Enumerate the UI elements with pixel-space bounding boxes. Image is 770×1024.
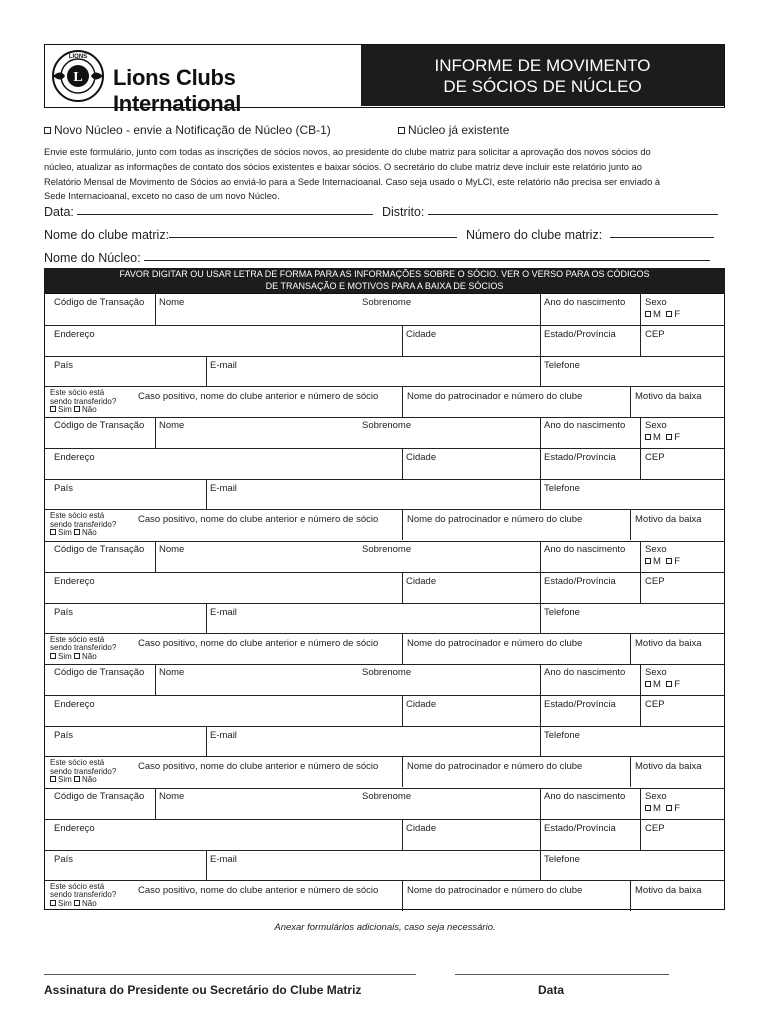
svg-text:L: L [73, 70, 83, 85]
phone-label: Telefone [544, 730, 580, 742]
parent-club-label: Nome do clube matriz: [44, 228, 170, 242]
phone-label: Telefone [544, 853, 580, 865]
branch-name-label: Nome do Núcleo: [44, 251, 141, 265]
zip-label: CEP [645, 822, 665, 834]
checkbox-icon[interactable] [645, 434, 651, 440]
instructions-banner [44, 268, 725, 293]
banner-line-2: DE TRANSAÇÃO E MOTIVOS PARA A BAIXA DE SÓCIOS [265, 280, 504, 291]
checkbox-icon[interactable] [666, 681, 672, 687]
existing-branch-checkbox[interactable] [398, 127, 405, 134]
transfer-question: Este sócio está sendo transferido? Sim Não [50, 634, 117, 661]
address-label: Endereço [54, 452, 95, 464]
birth-year-label: Ano do nascimento [544, 790, 626, 802]
date-field[interactable] [44, 205, 373, 219]
row-divider [45, 633, 724, 634]
phone-label: Telefone [544, 606, 580, 618]
date-signature-line[interactable] [455, 974, 669, 975]
row-divider [45, 572, 724, 573]
row-divider [45, 850, 724, 851]
existing-branch-option[interactable] [398, 123, 509, 137]
checkbox-icon[interactable] [50, 653, 56, 659]
attach-note: Anexar formulários adicionais, caso seja necessário. [274, 922, 496, 933]
address-label: Endereço [54, 822, 95, 834]
address-label: Endereço [54, 699, 95, 711]
state-label: Estado/Província [544, 452, 616, 464]
block-divider [45, 664, 724, 665]
row-divider [45, 325, 724, 326]
transfer-question: Este sócio está sendo transferido? Sim Não [50, 758, 117, 785]
city-label: Cidade [406, 329, 437, 340]
signature-line[interactable] [44, 974, 416, 975]
sex-options[interactable]: M F [645, 803, 680, 814]
last-name-label: Sobrenome [362, 543, 412, 555]
checkbox-icon[interactable] [74, 529, 80, 535]
row-divider [45, 726, 724, 727]
sex-label: Sexo [645, 420, 667, 432]
district-field[interactable] [382, 205, 718, 219]
checkbox-icon[interactable] [50, 529, 56, 535]
zip-label: CEP [645, 329, 665, 340]
first-name-label: Nome [159, 543, 185, 555]
row-divider [45, 695, 724, 696]
lions-logo-icon [51, 49, 105, 103]
transfer-options[interactable]: Sim Não [50, 900, 116, 909]
last-name-label: Sobrenome [362, 667, 412, 679]
instructions-line: Envie este formulário, junto com todas as inscrições de sócios novos, ao presidente do clube matriz para solicitar a aprovação dos novos sócios do [44, 147, 651, 157]
phone-label: Telefone [544, 483, 580, 495]
parent-club-input-line[interactable] [169, 236, 457, 238]
state-label: Estado/Província [544, 329, 616, 340]
checkbox-icon[interactable] [666, 311, 672, 317]
transfer-options[interactable]: Sim Não [50, 776, 116, 785]
previous-club-label: Caso positivo, nome do clube anterior e número de sócio [138, 391, 379, 402]
signature-date-label: Data [538, 983, 565, 997]
title-line-2: DE SÓCIOS DE NÚCLEO [443, 77, 642, 96]
checkbox-icon[interactable] [645, 558, 651, 564]
drop-reason-label: Motivo da baixa [635, 884, 702, 896]
transaction-code-label: Código de Transação [54, 420, 145, 432]
zip-label: CEP [645, 452, 665, 464]
club-number-label: Número do clube matriz: [466, 228, 603, 242]
checkbox-icon[interactable] [74, 776, 80, 782]
instructions-text [44, 145, 724, 204]
checkbox-icon[interactable] [645, 311, 651, 317]
state-label: Estado/Província [544, 822, 616, 834]
branch-name-input-line[interactable] [144, 259, 710, 261]
zip-label: CEP [645, 699, 665, 711]
transaction-code-label: Código de Transação [54, 790, 145, 802]
zip-label: CEP [645, 575, 665, 587]
birth-year-label: Ano do nascimento [544, 543, 626, 555]
checkbox-icon[interactable] [645, 805, 651, 811]
previous-club-label: Caso positivo, nome do clube anterior e número de sócio [138, 514, 379, 526]
block-divider [45, 788, 724, 789]
instructions-line: núcleo, atualizar as informações de contato dos sócios existentes e baixar sócios. O secretário do clube matriz deve incluir este relatório junto ao [44, 161, 642, 172]
transfer-options[interactable]: Sim Não [50, 653, 116, 662]
logo-area [45, 45, 361, 116]
checkbox-icon[interactable] [666, 558, 672, 564]
date-input-line[interactable] [77, 213, 373, 215]
sponsor-label: Nome do patrocinador e número do clube [407, 514, 583, 526]
club-number-input-line[interactable] [610, 236, 714, 238]
checkbox-icon[interactable] [50, 406, 56, 412]
form-title [361, 45, 724, 106]
drop-reason-label: Motivo da baixa [635, 514, 702, 526]
transfer-question: Este sócio está sendo transferido? Sim Não [50, 511, 117, 538]
block-divider [45, 417, 724, 418]
birth-year-label: Ano do nascimento [544, 667, 626, 679]
state-label: Estado/Província [544, 699, 616, 711]
last-name-label: Sobrenome [362, 790, 412, 802]
phone-label: Telefone [544, 360, 580, 371]
country-label: País [54, 730, 74, 742]
district-label: Distrito: [382, 205, 425, 219]
email-label: E-mail [210, 606, 237, 618]
sponsor-label: Nome do patrocinador e número do clube [407, 884, 583, 896]
row-divider [45, 880, 724, 881]
city-label: Cidade [406, 575, 437, 587]
row-divider [45, 756, 724, 757]
sex-options[interactable]: M F [645, 556, 680, 567]
transfer-question: Este sócio está sendo transferido? Sim Não [50, 388, 117, 414]
sex-options[interactable]: M F [645, 309, 680, 320]
sponsor-label: Nome do patrocinador e número do clube [407, 391, 583, 402]
instructions-line: Relatório Mensal de Movimento de Sócios ao enviá-lo para a Sede Internacioanal. Caso seja usado o MyLCI, este relatório não precisa ser enviado à [44, 176, 661, 187]
date-label: Data: [44, 205, 74, 219]
checkbox-icon[interactable] [74, 900, 80, 906]
checkbox-icon[interactable] [50, 900, 56, 906]
last-name-label: Sobrenome [362, 297, 412, 308]
transaction-code-label: Código de Transação [54, 667, 145, 679]
brand-name: Lions Clubs International [113, 65, 242, 116]
sponsor-label: Nome do patrocinador e número do clube [407, 637, 583, 649]
first-name-label: Nome [159, 420, 185, 432]
address-label: Endereço [54, 329, 95, 340]
country-label: País [54, 853, 74, 865]
title-line-1: INFORME DE MOVIMENTO [434, 56, 651, 75]
drop-reason-label: Motivo da baixa [635, 761, 702, 773]
country-label: País [54, 606, 74, 618]
row-divider [45, 603, 724, 604]
checkbox-icon[interactable] [74, 653, 80, 659]
first-name-label: Nome [159, 667, 185, 679]
checkbox-icon[interactable] [645, 681, 651, 687]
email-label: E-mail [210, 730, 237, 742]
email-label: E-mail [210, 360, 237, 371]
transfer-options[interactable]: Sim Não [50, 529, 116, 538]
transfer-question: Este sócio está sendo transferido? Sim Não [50, 881, 117, 908]
previous-club-label: Caso positivo, nome do clube anterior e número de sócio [138, 884, 379, 896]
state-label: Estado/Província [544, 575, 616, 587]
row-divider [45, 356, 724, 357]
last-name-label: Sobrenome [362, 420, 412, 432]
sex-label: Sexo [645, 297, 667, 308]
sponsor-label: Nome do patrocinador e número do clube [407, 761, 583, 773]
row-divider [45, 819, 724, 820]
first-name-label: Nome [159, 790, 185, 802]
member-table [44, 293, 725, 910]
checkbox-icon[interactable] [74, 406, 80, 412]
country-label: País [54, 483, 74, 495]
transfer-options[interactable]: Sim Não [50, 406, 116, 415]
existing-branch-label: Núcleo já existente [408, 123, 510, 137]
city-label: Cidade [406, 822, 437, 834]
instructions-line: Sede Internacioanal, exceto no caso de um novo Núcleo. [44, 191, 280, 202]
row-divider [45, 479, 724, 480]
previous-club-label: Caso positivo, nome do clube anterior e número de sócio [138, 761, 379, 773]
checkbox-icon[interactable] [666, 434, 672, 440]
new-branch-label: Novo Núcleo - envie a Notificação de Núcleo (CB-1) [54, 123, 331, 137]
transaction-code-label: Código de Transação [54, 543, 145, 555]
drop-reason-label: Motivo da baixa [635, 391, 702, 402]
first-name-label: Nome [159, 297, 185, 308]
row-divider [45, 386, 724, 387]
svg-text:LIONS: LIONS [68, 54, 88, 60]
row-divider [45, 448, 724, 449]
sex-label: Sexo [645, 543, 667, 555]
branch-name-field[interactable] [44, 251, 710, 265]
sex-label: Sexo [645, 667, 667, 679]
checkbox-icon[interactable] [666, 805, 672, 811]
signature-label: Assinatura do Presidente ou Secretário do Clube Matriz [44, 983, 362, 997]
birth-year-label: Ano do nascimento [544, 420, 626, 432]
new-branch-checkbox[interactable] [44, 127, 51, 134]
address-label: Endereço [54, 575, 95, 587]
form-header [44, 44, 725, 116]
city-label: Cidade [406, 699, 437, 711]
banner-line-1: FAVOR DIGITAR OU USAR LETRA DE FORMA PARA AS INFORMAÇÕES SOBRE O SÓCIO. VER O VERSO PARA OS CÓDIGOS [119, 269, 650, 279]
block-divider [45, 541, 724, 542]
drop-reason-label: Motivo da baixa [635, 637, 702, 649]
row-divider [45, 509, 724, 510]
sex-label: Sexo [645, 790, 667, 802]
previous-club-label: Caso positivo, nome do clube anterior e número de sócio [138, 637, 379, 649]
transaction-code-label: Código de Transação [54, 297, 145, 308]
birth-year-label: Ano do nascimento [544, 297, 626, 308]
country-label: País [54, 360, 74, 371]
sex-options[interactable]: M F [645, 432, 680, 443]
new-branch-option[interactable] [44, 123, 331, 137]
email-label: E-mail [210, 853, 237, 865]
city-label: Cidade [406, 452, 437, 464]
sex-options[interactable]: M F [645, 679, 680, 690]
district-input-line[interactable] [428, 213, 718, 215]
club-number-field[interactable] [466, 228, 714, 242]
email-label: E-mail [210, 483, 237, 495]
parent-club-field[interactable] [44, 228, 457, 242]
checkbox-icon[interactable] [50, 776, 56, 782]
